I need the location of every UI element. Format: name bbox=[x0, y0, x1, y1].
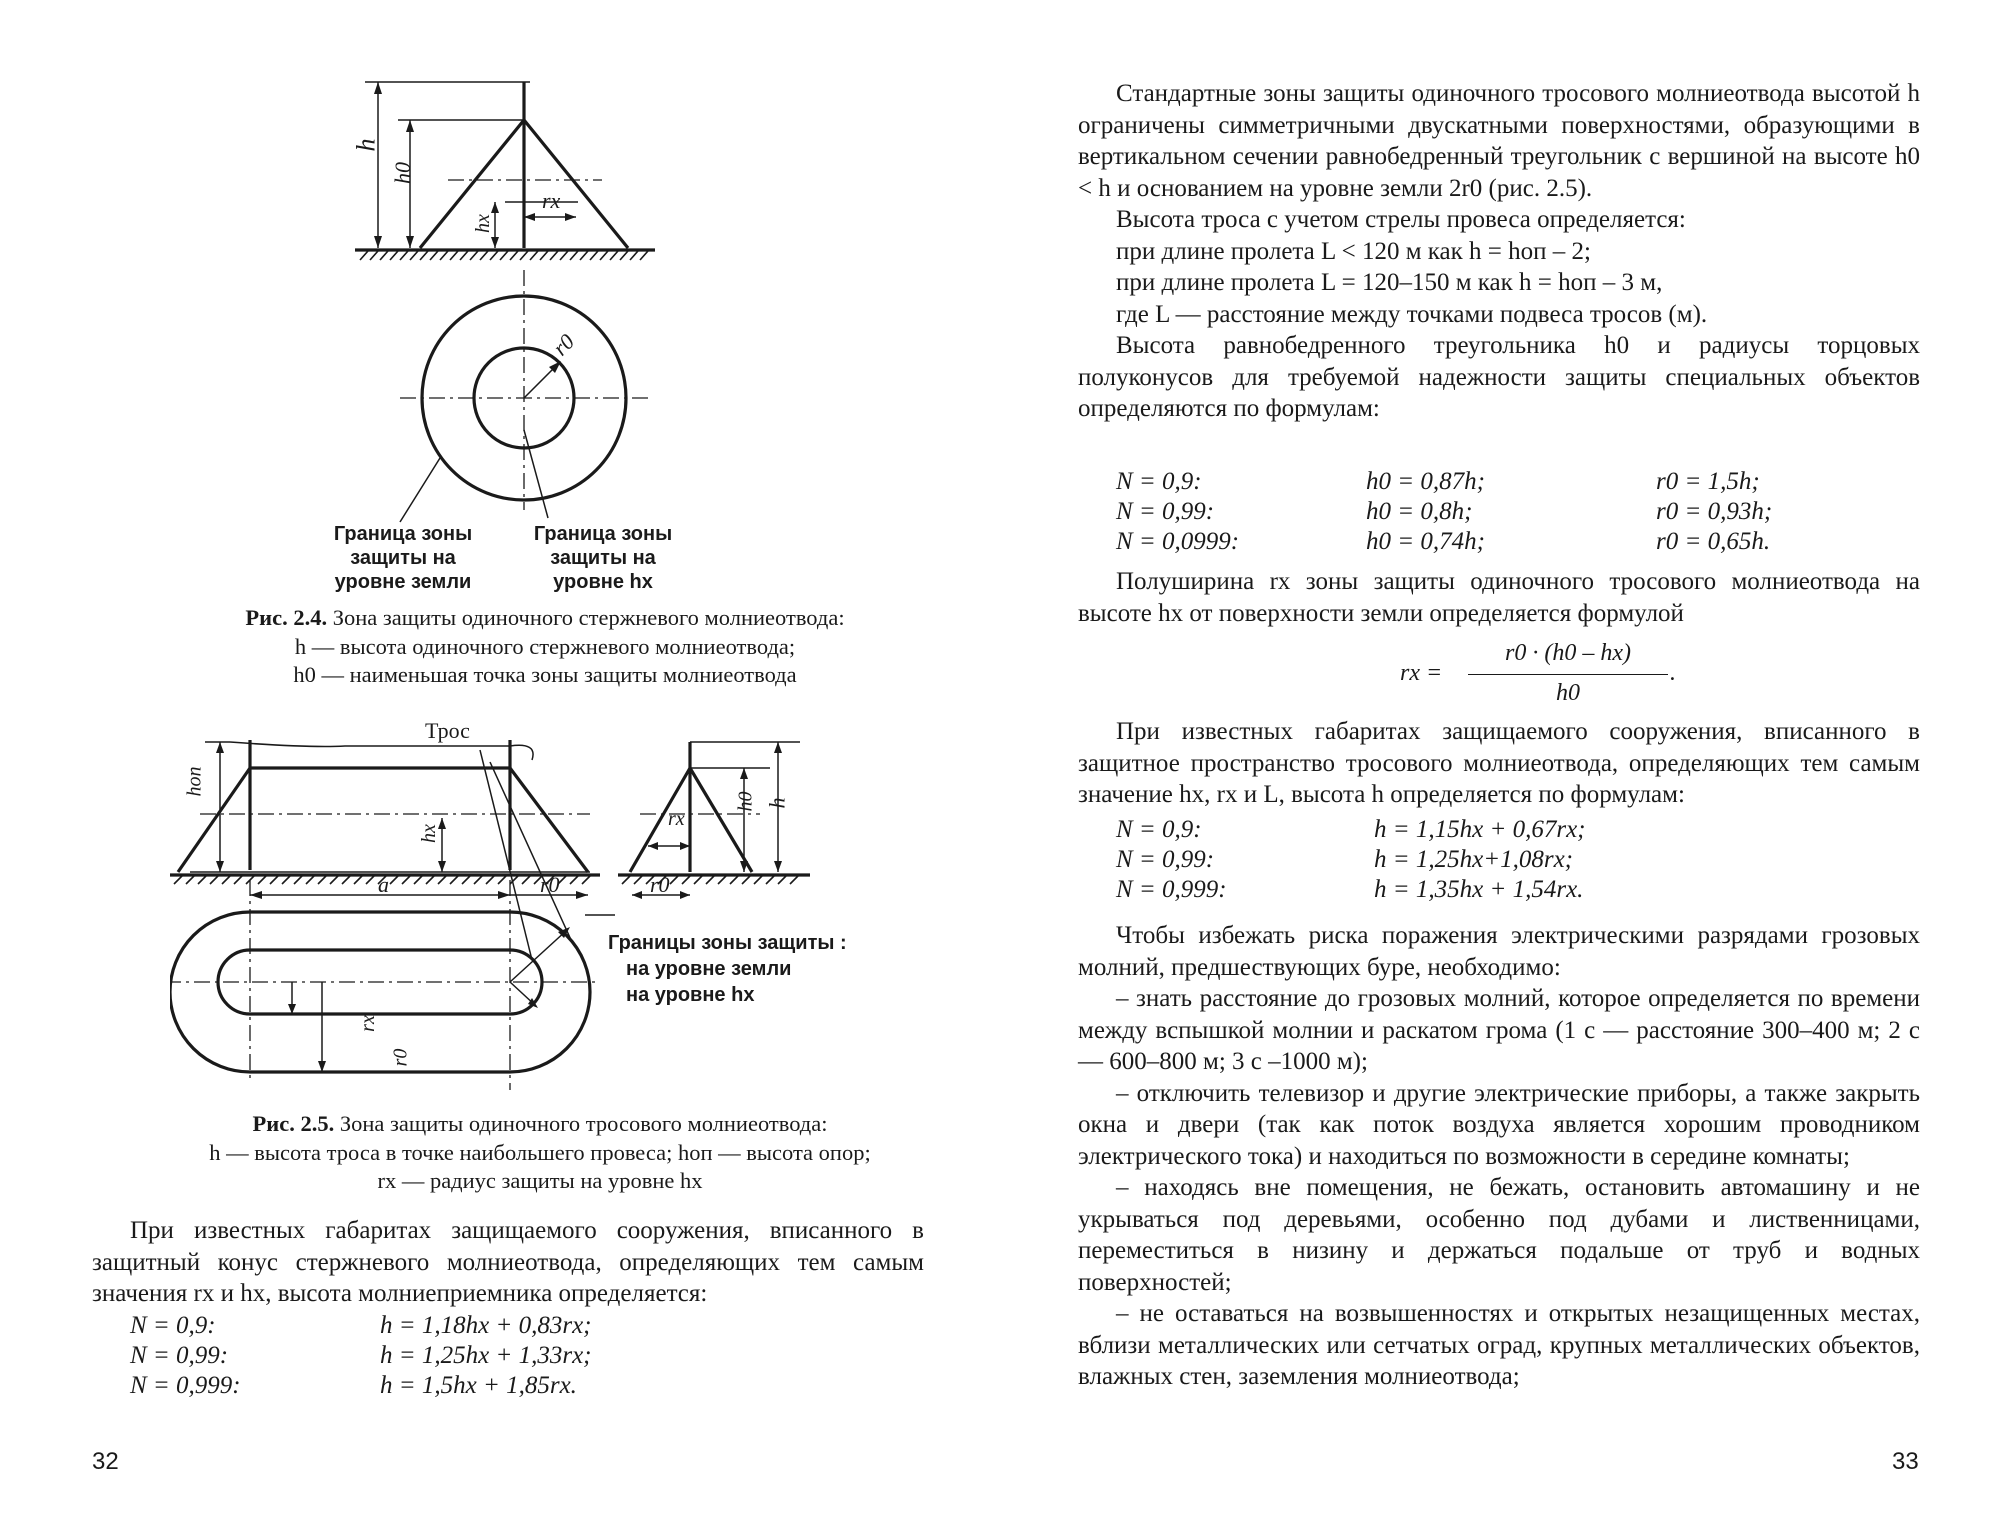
rx-formula-numerator: r0 · (h0 – hx) bbox=[1505, 640, 1631, 666]
fig24-label-h0: h0 bbox=[390, 162, 415, 184]
left-paragraph bbox=[92, 1215, 924, 1310]
fig25-boundaries bbox=[608, 930, 847, 1008]
fig25-plan-rx: rx bbox=[356, 1015, 379, 1032]
fig25-plan-r0: r0 bbox=[389, 1048, 412, 1067]
right-p5: При известных габаритах защищаемого сооружения, вписанного в защитное пространство тросового молниеотвода, определяющих тем самым значение hx, rx и L, высота h определяется по формулам: bbox=[1078, 718, 1920, 808]
left-formula-3-n: N = 0,999: bbox=[130, 1372, 241, 1399]
table2-row-1-n: N = 0,9: bbox=[1116, 816, 1202, 843]
fig25-label-a: a bbox=[378, 872, 389, 897]
bullet-2: – отключить телевизор и другие электрические приборы, а также закрыть окна и двери (так как поток воздуха является хорошим проводником электрического тока) и находиться по возможности в середине комнаты; bbox=[1078, 1079, 1920, 1170]
fig25-caption-text: Зона защиты одиночного тросового молниеотвода: bbox=[339, 1111, 828, 1136]
figure-2-4-caption bbox=[150, 604, 940, 690]
right-p2-l3: где L — расстояние между точками подвеса тросов (м). bbox=[1116, 300, 1708, 328]
fig25-label-r0: r0 bbox=[540, 872, 560, 897]
left-formula-1-f: h = 1,18hx + 0,83rx; bbox=[380, 1312, 592, 1339]
right-block-2 bbox=[1078, 920, 1920, 1393]
bullet-1: – знать расстояние до грозовых молний, которое определяется по времени между вспышкой молнии и раскатом грома (1 с — расстояние 300–400 м; 2 с — 600–800 м; 3 с –1000 м); bbox=[1078, 985, 1920, 1075]
fig24-caption-line2: h — высота одиночного стержневого молниеотвода; bbox=[294, 633, 796, 659]
table1-row-2-n: N = 0,99: bbox=[1116, 498, 1215, 525]
left-formula-2-n: N = 0,99: bbox=[130, 1342, 229, 1369]
fig25-boundaries-title: Границы зоны защиты : bbox=[608, 932, 847, 954]
table1-row-3-n: N = 0,0999: bbox=[1116, 528, 1240, 555]
left-formula-1-n: N = 0,9: bbox=[130, 1312, 216, 1339]
fig24-caption-text: Зона защиты одиночного стержневого молниеотвода: bbox=[332, 605, 845, 630]
fig25-label-hx: hx bbox=[417, 824, 440, 843]
fig25-label-rx: rx bbox=[668, 808, 685, 830]
right-p3: Высота равнобедренного треугольника h0 и радиусы торцовых полуконусов для требуемой надежности защиты специальных объектов определяются по формулам: bbox=[1078, 332, 1920, 422]
page-number-left: 32 bbox=[92, 1448, 119, 1475]
table2-row-3-f: h = 1,35hx + 1,54rx. bbox=[1374, 876, 1584, 903]
rx-formula: rx = r0 · (h0 – hx) h0 . bbox=[1400, 640, 1676, 706]
right-p4-block bbox=[1078, 566, 1920, 629]
rx-formula-lhs: rx = bbox=[1400, 660, 1443, 686]
ground-hatch-2 bbox=[174, 876, 798, 884]
fig25-label-h: h bbox=[764, 797, 790, 809]
figure-2-5-caption bbox=[110, 1110, 970, 1196]
left-formula-2-f: h = 1,25hx + 1,33rx; bbox=[380, 1342, 592, 1369]
fraction-bar bbox=[1468, 674, 1668, 675]
fig25-label-h0: h0 bbox=[734, 791, 757, 812]
table2-row-1-f: h = 1,15hx + 0,67rx; bbox=[1374, 816, 1586, 843]
right-p2-l2: при длине пролета L = 120–150 м как h = hоп – 3 м, bbox=[1116, 269, 1663, 296]
right-p2: Высота троса с учетом стрелы провеса определяется: bbox=[1116, 206, 1686, 233]
fig24-label-hx: hx bbox=[471, 214, 494, 233]
table1-row-2-r0: r0 = 0,93h; bbox=[1656, 498, 1773, 525]
table1-row-2-h0: h0 = 0,8h; bbox=[1366, 498, 1473, 525]
fig24-caption-line3: h0 — наименьшая точка зоны защиты молниеотвода bbox=[293, 662, 797, 687]
rx-formula-denominator: h0 bbox=[1556, 680, 1580, 706]
table2-row-2-n: N = 0,99: bbox=[1116, 846, 1215, 873]
page-number-right: 33 bbox=[1892, 1448, 1919, 1475]
fig24-label-h: h bbox=[351, 138, 381, 152]
fig25-label-tros: Трос bbox=[425, 718, 470, 743]
fig25-caption-line3: rx — радиус защиты на уровне hx bbox=[377, 1168, 703, 1193]
right-p4: Полуширина rx зоны защиты одиночного тросового молниеотвода на высоте hx от поверхности земли определяется формулой bbox=[1078, 568, 1920, 627]
fig24-boundary-hx: Граница зоны защиты на уровне hx bbox=[533, 523, 673, 593]
left-formula-3-f: h = 1,5hx + 1,85rx. bbox=[380, 1372, 577, 1399]
right-p5-block bbox=[1078, 716, 1920, 811]
figure-2-5-diagram bbox=[170, 720, 820, 1100]
table1-row-1-n: N = 0,9: bbox=[1116, 468, 1202, 495]
right-block-1 bbox=[1078, 78, 1920, 425]
table1-row-3-h0: h0 = 0,74h; bbox=[1366, 528, 1485, 555]
table2-row-2-f: h = 1,25hx+1,08rx; bbox=[1374, 846, 1573, 873]
table1-row-1-h0: h0 = 0,87h; bbox=[1366, 468, 1485, 495]
bullet-3: – находясь вне помещения, не бежать, остановить автомашину и не укрываться под деревьями, особенно под дубами и лиственницами, переместиться в низину и держаться подальше от труб и водных поверхностей; bbox=[1078, 1174, 1920, 1296]
fig25-label-hop: hоп bbox=[183, 766, 206, 797]
fig24-label-rx: rx bbox=[542, 188, 561, 213]
bullet-4: – не оставаться на возвышенностях и открытых незащищенных местах, вблизи металлических или сетчатых оград, крупных металлических объектов, влажных стен, заземления молниеотвода; bbox=[1078, 1300, 1920, 1390]
fig24-caption-title: Рис. 2.4. bbox=[245, 605, 328, 630]
fig24-boundary-ground: Граница зоны защиты на уровне земли bbox=[333, 523, 473, 593]
fig25-caption-title: Рис. 2.5. bbox=[252, 1111, 335, 1136]
right-p6: Чтобы избежать риска поражения электрическими разрядами грозовых молний, предшествующих буре, необходимо: bbox=[1078, 922, 1920, 981]
table2-row-3-n: N = 0,999: bbox=[1116, 876, 1227, 903]
fig25-label-r0-2: r0 bbox=[650, 872, 670, 897]
ground-hatch bbox=[360, 251, 648, 260]
fig25-boundary-hx: на уровне hx bbox=[626, 984, 755, 1006]
fig25-boundary-ground: на уровне земли bbox=[626, 958, 792, 980]
fig25-caption-line2: h — высота троса в точке наибольшего провеса; hоп — высота опор; bbox=[209, 1139, 871, 1165]
fig24-label-r0: r0 bbox=[547, 328, 580, 361]
right-p1: Стандартные зоны защиты одиночного тросового молниеотвода высотой h ограничены симметричными двускатными поверхностями, образующими в вертикальном сечении равнобедренный треугольник с вершиной на высоте h0 < h и основанием на уровне земли 2r0 (рис. 2.5). bbox=[1078, 80, 1920, 202]
table1-row-1-r0: r0 = 1,5h; bbox=[1656, 468, 1760, 495]
left-paragraph-text: При известных габаритах защищаемого сооружения, вписанного в защитный конус стержневого молниеотвода, определяющих тем самым значения rx и hx, высота молниеприемника определяется: bbox=[92, 1217, 924, 1307]
right-p2-l1: при длине пролета L < 120 м как h = hоп – 2; bbox=[1116, 237, 1591, 265]
table1-row-3-r0: r0 = 0,65h. bbox=[1656, 528, 1771, 555]
